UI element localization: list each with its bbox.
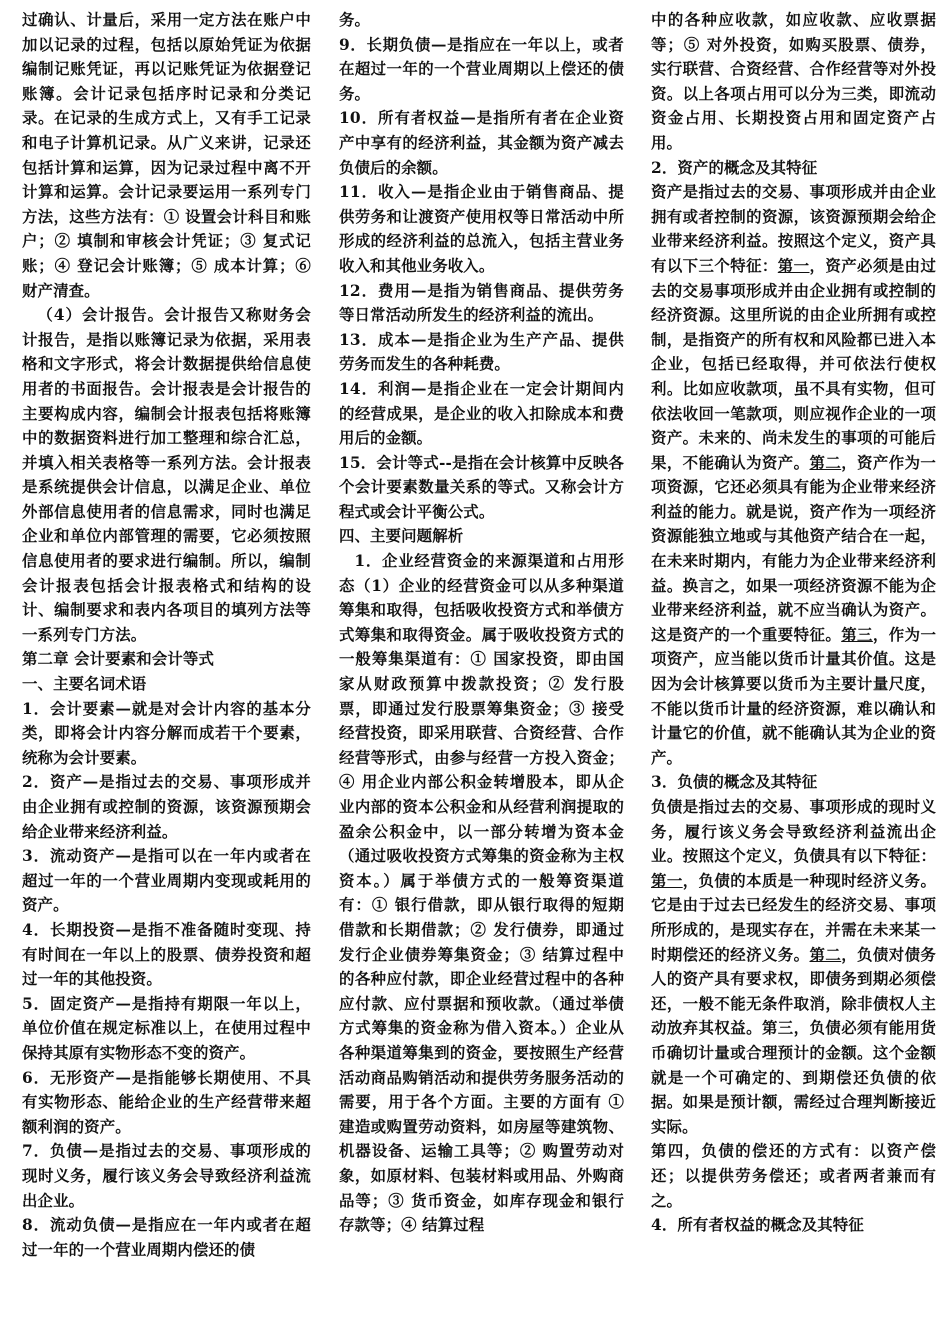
liability-second-text: ，负债对债务人的资产具有要求权，即债务到期必须偿还，一般不能无条件取消，除非债权人主动放弃其权益。第三，负债必须有能用货币确切计量或合理预计的金额。这个金额就是一个可确定的、到期偿还负债的依据。如果是预计额，需经过合理判断接近实际。 — [650, 945, 936, 1136]
term-item: 1．会计要素—就是对会计内容的基本分类，即将会计内容分解而成若干个要素，统称为会计要素。 — [22, 699, 311, 767]
term-item: 6．无形资产—是指能够长期使用、不具有实物形态、能给企业的生产经营带来超额利润的资产。 — [22, 1068, 311, 1136]
asset-second-label: 第二 — [809, 453, 842, 472]
term-item: 9．长期负债—是指应在一年以上，或者在超过一年的一个营业周期以上偿还的债务。 — [338, 35, 624, 103]
paragraph-liability-fourth: 第四，负债的偿还的方式有：以资产偿还；以提供劳务偿还；或者两者兼而有之。 — [650, 1142, 936, 1210]
term-item: 14．利润—是指企业在一定会计期间内的经营成果，是企业的收入扣除成本和费用后的金额。 — [338, 379, 624, 448]
term-item-continued: 务。 — [338, 11, 371, 29]
term-item: 8．流动负债—是指应在一年内或者在超过一年的一个营业周期内偿还的债 — [22, 1216, 311, 1259]
term-item: 5．固定资产—是指持有期限一年以上，单位价值在规定标准以上，在使用过程中保持其原有实物形态不变的资产。 — [22, 994, 311, 1062]
term-item: 13．成本—是指企业为生产产品、提供劳务而发生的各种耗费。 — [338, 330, 624, 374]
asset-third-label: 第三 — [841, 625, 873, 644]
paragraph-accounting-report: （4）会计报告。会计报告又称财务会计报告，是指以账簿记录为依据，采用表格和文字形式，将会计数据提供给信息使用者的书面报告。会计报表是会计报告的主要构成内容，编制会计报表包括将账簿中的数据资料进行加工整理和综合汇总，并填入相关表格等一系列方法。会计报表是系统提供会计信息，以满足企业、单位外部信息使用者的信息需求，同时也满足企业和单位内部管理的需要，它必须按照信息使用者的要求进行编制。所以，编制会计报表包括会计报表格式和结构的设计、编制要求和表内各项目的填列方法等一系列专门方法。 — [22, 306, 311, 644]
asset-third-text: ，作为一项资产，应当能以货币计量其价值。这是因为会计核算要以货币为主要计量尺度，不能以货币计量的经济资源，难以确认和计量它的价值，就不能确认其为企业的资产。 — [650, 625, 936, 767]
liability-first-label: 第一 — [650, 871, 683, 890]
term-item: 11．收入—是指企业由于销售商品、提供劳务和让渡资产使用权等日常活动中所形成的经济利益的总流入，包括主营业务收入和其他业务收入。 — [338, 183, 624, 275]
column-3 — [651, 8, 936, 1344]
paragraph-capital-sources: 1．企业经营资金的来源渠道和占用形态（1）企业的经营资金可以从多种渠道筹集和取得，包括吸收投资方式和举债方式筹集和取得资金。属于吸收投资方式的一般筹集渠道有：① 国家投资，即由国家从财政预算中拨款投资；② 发行股票，即通过发行股票筹集资金；③ 接受经营投资，即采用联营、合资经营、合作经营等形式，由参与经营一方投入资金；④ 用企业内部公积金转增股本，即从企业内部的资本公积金和从经营利润提取的盈余公积金中，以一部分转增为资本金（通过吸收投资方式筹集的资金称为主权资本。）属于举债方式的一般筹资渠道有：① 银行借款，即从银行取得的短期借款和长期借款；② 发行债券，即通过发行企业债券筹集资金；③ 结算过程中的各种应付款，即企业经营过程中的各种应付款、应付票据和预收款。（通过举债方式筹集的资金称为借入资本。）企业从各种渠道筹集到的资金，要按照生产经营活动商品购销活动和提供劳务服务活动的需要，用于各个方面。主要的方面有 ① 建造或购置劳动资料，如房屋等建筑物、机器设备、运输工具等；② 购置劳动对象，如原材料、包装材料或用品、外购商品等；③ 货币资金，如库存现金和银行存款等；④ 结算过程 — [338, 552, 624, 1235]
liability-intro-text: 负债是指过去的交易、事项形成的现时义务，履行该义务会导致经济利益流出企业。按照这个定义，负债具有以下特征： — [650, 798, 936, 866]
paragraph-liability-features — [651, 795, 936, 1139]
asset-first-text: ，资产必须是由过去的交易事项形成并由企业拥有或控制的经济资源。这里所说的由企业所拥有或控制，是指资产的所有权和风险都已进入本企业，包括已经取得，并可依法行使权利。比如应收款项，虽不具有实物，但可依法收回一笔款项，则应视作企业的一项资产。未来的、尚未发生的事项的可能后果，不能确认为资产。 — [650, 256, 936, 472]
term-item: 7．负债—是指过去的交易、事项形成的现时义务，履行该义务会导致经济利益流出企业。 — [22, 1142, 311, 1210]
section-heading-analysis: 四、主要问题解析 — [338, 527, 464, 546]
heading-liability-concept: 3．负债的概念及其特征 — [650, 773, 818, 792]
term-item: 15．会计等式--是指在会计核算中反映各个会计要素数量关系的等式。又称会计方程式或会计平衡公式。 — [338, 453, 624, 521]
column-2 — [339, 8, 624, 1344]
liability-second-label: 第二 — [809, 945, 842, 964]
chapter-heading: 第二章 会计要素和会计等式 — [22, 650, 214, 669]
asset-intro-text: 资产是指过去的交易、事项形成并由企业拥有或者控制的资源，该资源预期会给企业带来经济利益。按照这个定义，资产具有以下三个特征： — [650, 183, 936, 275]
term-item: 10．所有者权益—是指所有者在企业资产中享有的经济利益，其金额为资产减去负债后的余额。 — [338, 109, 624, 177]
term-item: 2．资产—是指过去的交易、事项形成并由企业拥有或控制的资源，该资源预期会给企业带来经济利益。 — [22, 773, 311, 841]
paragraph-accounting-records: 过确认、计量后，采用一定方法在账户中加以记录的过程，包括以原始凭证为依据编制记账凭证，再以记账凭证为依据登记账簿。会计记录包括序时记录和分类记录。在记录的生成方式上，又有手工记录和电子计算机记录。从广义来讲，记录还包括计算和运算，因为记录过程中离不开计算和运算。会计记录要运用一系列专门方法，这些方法有：① 设置会计科目和账户；② 填制和审核会计凭证；③ 复式记账；④ 登记会计账簿；⑤ 成本计算；⑥ 财产清查。 — [22, 11, 311, 300]
heading-asset-concept: 2．资产的概念及其特征 — [650, 158, 818, 177]
asset-first-label: 第一 — [777, 256, 810, 275]
asset-second-text: ，资产作为一项资源，它还必须具有能为企业带来经济利益的能力。就是说，资产作为一项经济资源能独立地或与其他资产结合在一起，在未来时期内，有能力为企业带来经济利益。换言之，如果一项经济资源不能为企业带来经济利益，就不应当确认为资产。这是资产的一个重要特征。 — [650, 453, 936, 644]
liability-first-text: ，负债的本质是一种现时经济义务。它是由于过去已经发生的经济交易、事项所形成的，是现实存在，并需在未来某一时期偿还的经济义务。 — [650, 871, 936, 964]
term-item: 4．长期投资—是指不准备随时变现、持有时间在一年以上的股票、债券投资和超过一年的其他投资。 — [22, 920, 311, 989]
paragraph-capital-continued: 中的各种应收款，如应收款、应收票据等；⑤ 对外投资，如购买股票、债券，实行联营、合资经营、合作经营等对外投资。以上各项占用可以分为三类，即流动资金占用、长期投资占用和固定资产占用。 — [650, 11, 936, 152]
term-item: 3．流动资产—是指可以在一年内或者在超过一年的一个营业周期内变现或耗用的资产。 — [22, 847, 311, 915]
heading-owner-equity: 4．所有者权益的概念及其特征 — [650, 1216, 864, 1235]
paragraph-asset-features — [651, 180, 936, 770]
section-heading-terms: 一、主要名词术语 — [22, 675, 147, 694]
term-item: 12．费用—是指为销售商品、提供劳务等日常活动所发生的经济利益的流出。 — [338, 281, 624, 325]
column-1 — [22, 8, 311, 1344]
